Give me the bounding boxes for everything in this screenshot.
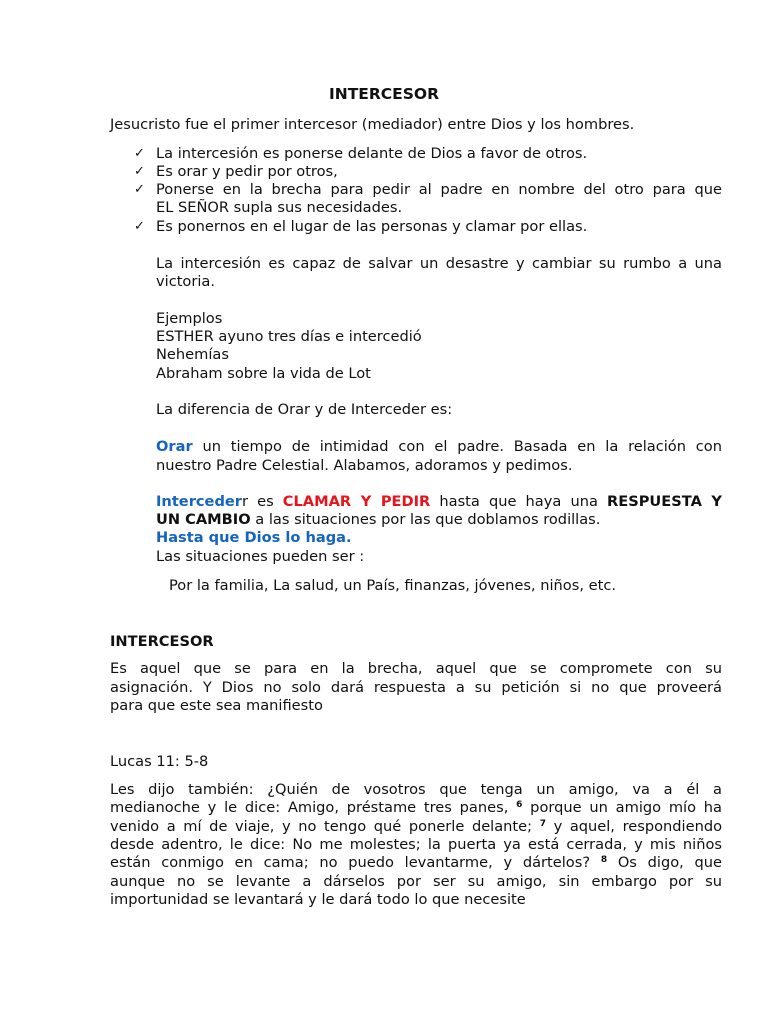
verse-number: 8 (600, 855, 608, 865)
verse-number: 7 (539, 819, 546, 829)
verse-line (110, 818, 722, 837)
bullet-item: Es ponernos en el lugar de las personas y clamar por ellas. (156, 218, 588, 235)
clamar-pedir-text: CLAMAR Y PEDIR (282, 493, 431, 510)
interceder-mid: hasta que haya una (430, 493, 607, 510)
hasta-text: Hasta que Dios lo haga. (156, 529, 352, 546)
interceder-line-2 (156, 511, 722, 530)
situaciones-text: Las situaciones pueden ser : (156, 548, 365, 565)
bullet-item-line: Ponerse en la brecha para pedir al padre en nombre del otro para que (156, 181, 722, 198)
definition-line: asignación. Y Dios no solo dará respuesta a su petición si no que proveerá (110, 679, 722, 696)
verse-text: porque un amigo mío ha (522, 799, 723, 816)
bullet-item-line: EL SEÑOR supla sus necesidades. (156, 199, 403, 216)
verse-line: aunque no se levante a dárselos por ser su amigo, sin embargo por su (110, 873, 722, 890)
verse-text: venido a mí de viaje, y no tengo qué ponerle delante; (110, 818, 533, 835)
check-icon: ✓ (134, 146, 145, 161)
verse-text: y aquel, respondiendo (545, 818, 723, 835)
verse-line: importunidad se levantará y le dará todo lo que necesite (110, 891, 526, 908)
example-item: Abraham sobre la vida de Lot (156, 365, 371, 382)
orar-term: Orar (156, 438, 193, 455)
examples-heading: Ejemplos (156, 310, 223, 327)
situaciones-list: Por la familia, La salud, un País, finanzas, jóvenes, niños, etc. (169, 577, 616, 594)
orar-text: un tiempo de intimidad con el padre. Basada en la relación con (192, 438, 722, 455)
respuesta-text: RESPUESTA Y (607, 493, 722, 510)
verse-line: Les dijo también: ¿Quién de vosotros que tenga un amigo, va a él a (110, 781, 722, 798)
check-icon: ✓ (134, 182, 145, 197)
example-item: ESTHER ayuno tres días e intercedió (156, 328, 422, 345)
definition-line: para que este sea manifiesto (110, 697, 323, 714)
orar-line (156, 438, 722, 457)
verse-line: desde adentro, le dice: No me molestes; la puerta ya está cerrada, y mis niños (110, 836, 722, 853)
section-heading: INTERCESOR (110, 633, 214, 650)
verse-number: 6 (516, 800, 523, 810)
orar-line-2: nuestro Padre Celestial. Alabamos, adoramos y pedimos. (156, 457, 573, 474)
verse-text: medianoche y le dice: Amigo, préstame tres panes, (110, 799, 509, 816)
scripture-reference: Lucas 11: 5-8 (110, 753, 209, 770)
bullet-item: La intercesión es ponerse delante de Dios a favor de otros. (156, 145, 588, 162)
check-icon: ✓ (134, 219, 145, 234)
page-title: INTERCESOR (328, 85, 440, 103)
bullet-item: Es orar y pedir por otros, (156, 163, 338, 180)
cambio-text: UN CAMBIO (156, 511, 251, 528)
verse-line (110, 854, 722, 873)
difference-text: La diferencia de Orar y de Interceder es: (156, 401, 453, 418)
check-icon: ✓ (134, 164, 145, 179)
rescue-text-line: La intercesión es capaz de salvar un desastre y cambiar su rumbo a una (156, 255, 722, 272)
rescue-text-line: victoria. (156, 273, 216, 290)
verse-text: están conmigo en cama; no puedo levantarme, y dártelos? (110, 854, 591, 871)
interceder-term: Interceder (156, 493, 242, 510)
interceder-line (156, 493, 722, 512)
definition-line: Es aquel que se para en la brecha, aquel que se compromete con su (110, 660, 722, 677)
interceder-rest: a las situaciones por las que doblamos rodillas. (250, 511, 601, 528)
intro-text: Jesucristo fue el primer intercesor (mediador) entre Dios y los hombres. (110, 116, 635, 133)
example-item: Nehemías (156, 346, 229, 363)
interceder-es: es (247, 493, 283, 510)
verse-line (110, 799, 722, 818)
verse-text: Os digo, que (607, 854, 723, 871)
interceder-term-wrap (156, 493, 242, 510)
interceder-term-tail: r (241, 493, 248, 510)
